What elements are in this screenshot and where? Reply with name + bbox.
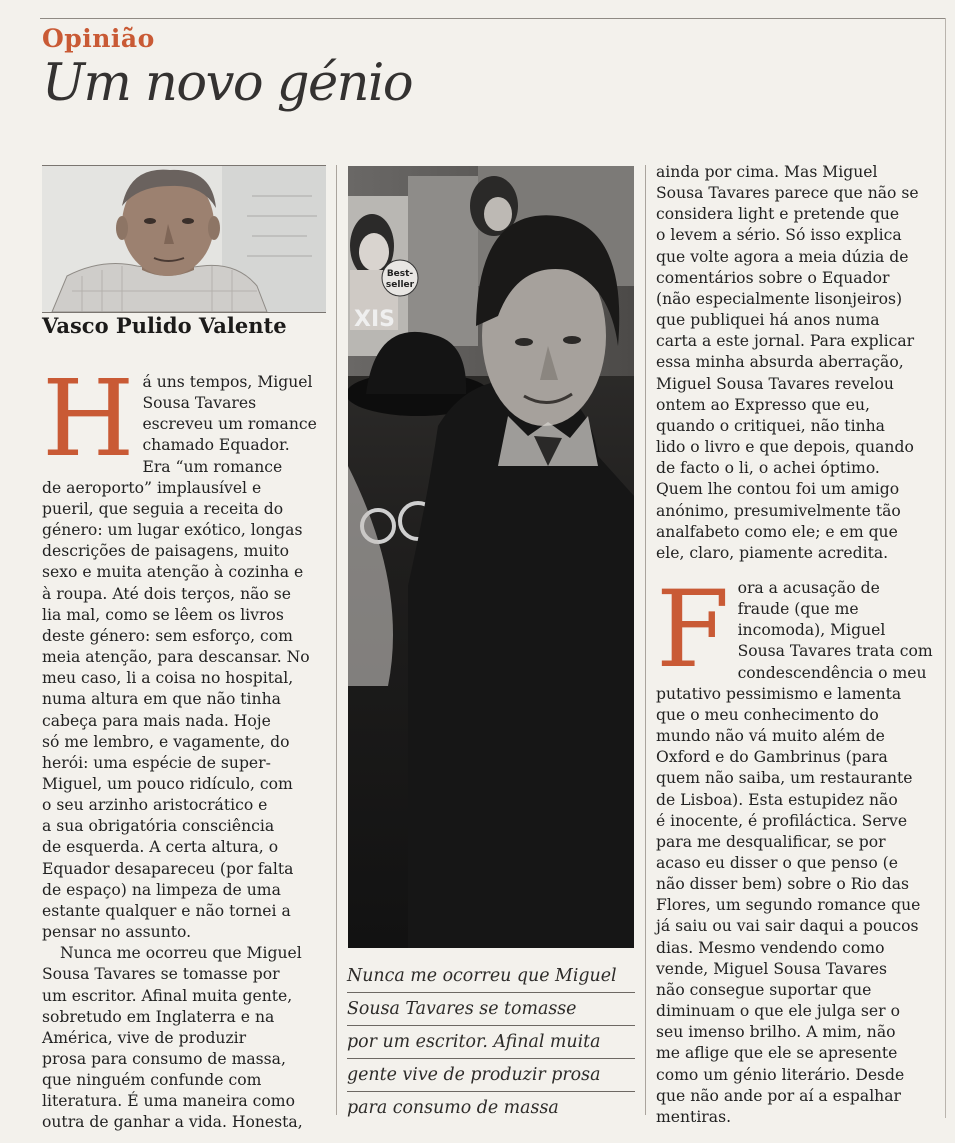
column-rule-right — [645, 165, 646, 1115]
article-paragraph: ainda por cima. Mas Miguel Sousa Tavares parece que não se considera light e pretende que o levem a sério. Só isso explica que volte agora a meia dúzia de comentários sobre o Equador (não especialmente lisonjeiros) que publiquei há anos numa carta a este jornal. Para explicar essa minha absurda aberração, Miguel Sousa Tavares revelou ontem ao Expresso que eu, quando o critiquei, não tinha lido o livro e que depois, quando de facto o li, o achei óptimo. Quem lhe contou foi um amigo anónimo, presumivelmente tão analfabeto como ele; e em que ele, claro, piamente acredita. — [656, 163, 919, 562]
article-paragraph — [656, 567, 942, 1128]
pull-quote-line: Sousa Tavares se tomasse — [347, 993, 635, 1026]
top-rule — [40, 18, 945, 19]
paragraph-text: ora a acusação de fraude (que me incomoda), Miguel Sousa Tavares trata com condescendência o meu putativo pessimismo e lamenta que o meu conhecimento do mundo não vá muito além de Oxford e do Gambrinus (para quem não saiba, um restaurante de Lisboa). Esta estupidez não é inocente, é profiláctica. Serve para me desqualificar, se por acaso eu disser o que penso (e não disser bem) sobre o Rio das Flores, um segundo romance que já saiu ou vai sair daqui a poucos dias. Mesmo vendendo como vende, Miguel Sousa Tavares não consegue suportar que diminuam o que ele julga ser o seu imenso brilho. A mim, não me aflige que ele se apresente como um génio literário. Desde que não ande por aí a espalhar mentiras. — [656, 578, 933, 1126]
section-label: Opinião — [42, 24, 155, 53]
badge-text-seller: seller — [385, 280, 415, 290]
feature-portrait-illustration — [348, 166, 634, 948]
right-edge-rule — [945, 18, 946, 1118]
pull-quote — [347, 960, 635, 1124]
column-rule-left — [336, 165, 337, 1115]
article-column-1 — [42, 357, 332, 1134]
author-portrait-illustration — [42, 166, 326, 312]
drop-cap: F — [656, 567, 730, 691]
badge-text-best: Best- — [386, 269, 414, 279]
pull-quote-line: gente vive de produzir prosa — [347, 1059, 635, 1092]
pull-quote-line: para consumo de massa — [347, 1098, 559, 1118]
headline: Um novo génio — [42, 54, 413, 113]
author-name: Vasco Pulido Valente — [42, 313, 287, 338]
author-photo — [42, 165, 326, 313]
pull-quote-line: Nunca me ocorreu que Miguel — [347, 960, 635, 993]
article-column-3 — [656, 162, 942, 1128]
feature-photo — [348, 166, 634, 948]
article-paragraph — [42, 357, 332, 943]
drop-cap: H — [42, 357, 135, 480]
book-cover-title: XIS — [354, 307, 395, 332]
paragraph-text: á uns tempos, Miguel Sousa Tavares escreveu um romance chamado Equador. Era “um romance de aeroporto” implausível e pueril, que seguia a receita do género: um lugar exótico, longas descrições de paisagens, muito sexo e muita atenção à cozinha e à roupa. Até dois terços, não se lia mal, como se lêem os livros deste género: sem esforço, com meia atenção, para descansar. No meu caso, li a coisa no hospital, numa altura em que não tinha cabeça para mais nada. Hoje só me lembro, e vagamente, do herói: uma espécie de super- Miguel, um pouco ridículo, com o seu arzinho aristocrático e a sua obrigatória consciência de esquerda. A certa altura, o Equador desapareceu (por falta de espaço) na limpeza de uma estante qualquer e não tornei a pensar no assunto. — [42, 373, 317, 942]
pull-quote-line: por um escritor. Afinal muita — [347, 1026, 635, 1059]
article-paragraph: Nunca me ocorreu que Miguel Sousa Tavares se tomasse por um escritor. Afinal muita gente, sobretudo em Inglaterra e na América, vive de produzir prosa para consumo de massa, que ninguém confunde com literatura. É uma maneira como outra de ganhar a vida. Honesta, — [42, 944, 303, 1132]
